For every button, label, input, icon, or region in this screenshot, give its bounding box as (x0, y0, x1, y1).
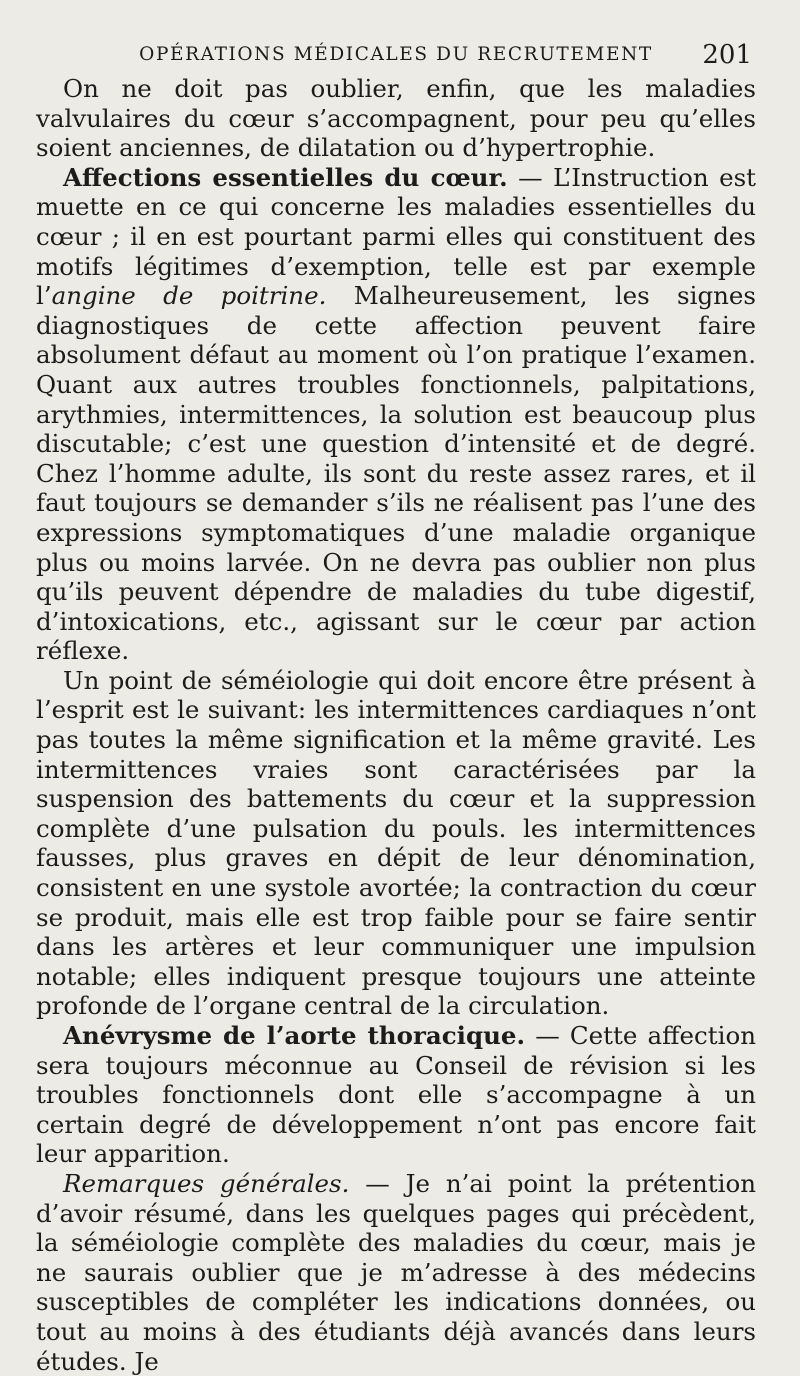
page-header (36, 36, 756, 74)
running-title: OPÉRATIONS MÉDICALES DU RECRUTEMENT (139, 44, 653, 65)
paragraph-3-text: Un point de séméiologie qui doit encore être présent à l’esprit est le suivant: les intermittences cardiaques n’ont pas toutes la même signification et la même gravité. Les intermittences vraies sont caractérisées par la suspension des battements du cœur et la suppression complète d’une pulsation du pouls. les intermittences fausses, plus graves en dépit de leur dénomination, consistent en une systole avortée; la contraction du cœur se produit, mais elle est trop faible pour se faire sentir dans les artères et leur communiquer une impulsion notable; elles indiquent presque toujours une atteinte profonde de l’organe central de la circulation. (36, 665, 756, 1021)
paragraph-5 (36, 1169, 756, 1376)
page-number: 201 (702, 40, 752, 70)
section-heading-remarques: Remarques générales. (63, 1168, 350, 1198)
paragraph-4 (36, 1021, 756, 1169)
paragraph-5-text: — Je n’ai point la prétention d’avoir résumé, dans les quelques pages qui précèdent, la séméiologie complète des maladies du cœur, mais je ne saurais oublier que je m’adresse à des médecins susceptibles de compléter les indications données, ou tout au moins à des étudiants déjà avancés dans leurs études. Je (36, 1168, 757, 1376)
paragraph-4-text: — Cette affection sera toujours méconnue au Conseil de révision si les troubles fonctionnels dont elle s’accompagne à un certain degré de développement n’ont pas encore fait leur apparition. (36, 1021, 756, 1169)
paragraph-1 (36, 74, 756, 163)
section-heading-anevrysme: Anévrysme de l’aorte thoracique. (63, 1021, 526, 1050)
paragraph-2-text-a: — L’Instruction est muette en ce qui concerne les maladies essentielles du cœur ; il en est pourtant parmi elles qui constituent des motifs légitimes d’exemption, telle est par exemple l’ (36, 162, 756, 311)
paragraph-2-italic: angine de poitrine. (51, 281, 327, 311)
paragraph-1-text: On ne doit pas oublier, enfin, que les maladies valvulaires du cœur s’accompagnent, pour peu qu’elles soient anciennes, de dilatation ou d’hypertrophie. (36, 74, 756, 163)
body-text (36, 74, 756, 1376)
section-heading-affections: Affections essentielles du cœur. (63, 162, 508, 192)
paragraph-2 (36, 163, 756, 666)
paragraph-2-text-b: Malheureusement, les signes diagnostiques de cette affection peuvent faire absolument défaut au moment où l’on pratique l’examen. Quant aux autres troubles fonctionnels, palpitations, arythmies, intermittences, la solution est beaucoup plus discutable; c’est une question d’intensité et de degré. Chez l’homme adulte, ils sont du reste assez rares, et il faut toujours se demander s’ils ne réalisent pas l’une des expressions symptomatiques d’une maladie organique plus ou moins larvée. On ne devra pas oublier non plus qu’ils peuvent dépendre de maladies du tube digestif, d’intoxications, etc., agissant sur le cœur par action réflexe. (36, 281, 756, 666)
paragraph-3 (36, 666, 756, 1021)
